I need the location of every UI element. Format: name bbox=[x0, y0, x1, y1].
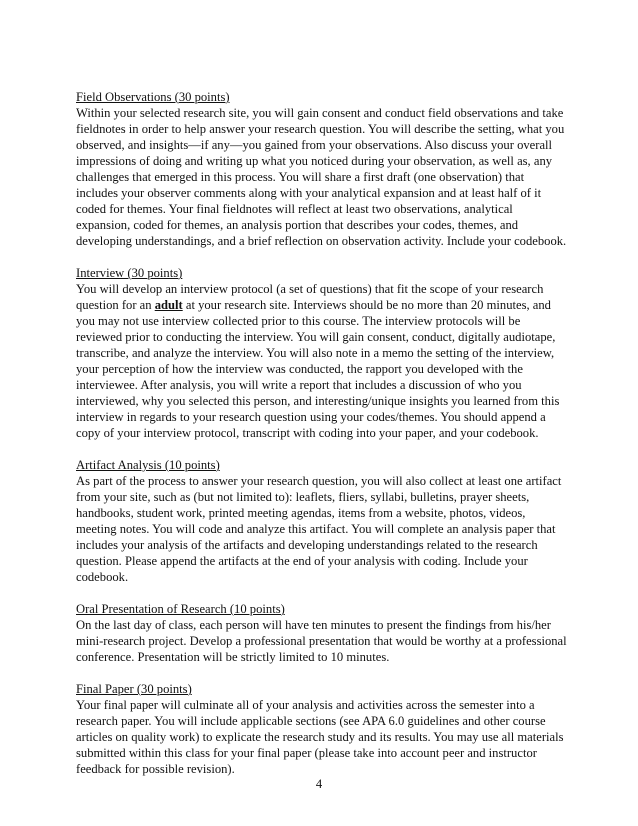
page-number: 4 bbox=[315, 777, 323, 791]
document-page bbox=[76, 89, 568, 793]
section-body: Within your selected research site, you will gain consent and conduct field observations and take fieldnotes in order to help answer your research question. You will describe the setting, what you observed, and insights—if any—you gained from your observations. Also discuss your overall impressions of doing and writing up what you noticed during your observation, as well as, any challenges that emerged in this process. You will share a first draft (one observation) that includes your observer comments along with your analytical expansion and at least half of it coded for themes. Your final fieldnotes will reflect at least two observations, analytical expansion, coded for themes, an analysis portion that describes your codes, themes, and developing understandings, and a brief reflection on observation activity. Include your codebook. bbox=[76, 106, 567, 248]
section-heading: Field Observations (30 points) bbox=[76, 90, 230, 104]
section-body-part: You will develop an interview protocol (a set of questions) that fit the scope of your research question for an bbox=[76, 282, 544, 312]
emphasized-word: adult bbox=[154, 298, 183, 312]
section-heading: Final Paper (30 points) bbox=[76, 682, 192, 696]
section-body: On the last day of class, each person will have ten minutes to present the findings from his/her mini-research project. Develop a professional presentation that would be worthy at a professional conference. Presentation will be strictly limited to 10 minutes. bbox=[76, 618, 567, 664]
section-body: As part of the process to answer your research question, you will also collect at least one artifact from your site, such as (but not limited to): leaflets, fliers, syllabi, bulletins, prayer sheets, handbooks, student work, printed meeting agendas, items from a website, photos, videos, meeting notes. You will code and analyze this artifact. You will complete an analysis paper that includes your analysis of the artifacts and developing understandings related to the research question. Please append the artifacts at the end of your analysis with coding. Include your codebook. bbox=[76, 474, 562, 584]
section-heading: Oral Presentation of Research (10 points) bbox=[76, 602, 285, 616]
section-field-observations bbox=[76, 89, 568, 249]
section-interview bbox=[76, 265, 568, 441]
section-final-paper bbox=[76, 681, 568, 777]
section-body-part: at your research site. Interviews should be no more than 20 minutes, and you may not use interview collected prior to this course. The interview protocols will be reviewed prior to conducting the interview. You will gain consent, conduct, digitally audiotape, transcribe, and analyze the interview. You will also note in a memo the setting of the interview, your perception of how the interview was conducted, the rapport you developed with the interviewee. After analysis, you will write a report that includes a discussion of who you interviewed, why you selected this person, and interesting/unique insights you learned from this interview in regards to your research question using your codes/themes. You should append a copy of your interview protocol, transcript with coding into your paper, and your codebook. bbox=[76, 298, 560, 440]
section-heading: Interview (30 points) bbox=[76, 266, 183, 280]
section-oral-presentation bbox=[76, 601, 568, 665]
section-artifact-analysis bbox=[76, 457, 568, 585]
section-body bbox=[76, 281, 568, 441]
section-heading: Artifact Analysis (10 points) bbox=[76, 458, 220, 472]
section-body: Your final paper will culminate all of your analysis and activities across the semester into a research paper. You will include applicable sections (see APA 6.0 guidelines and other course articles on quality work) to explicate the research study and its results. You may use all materials submitted within this class for your final paper (please take into account peer and instructor feedback for possible revision). bbox=[76, 698, 564, 776]
